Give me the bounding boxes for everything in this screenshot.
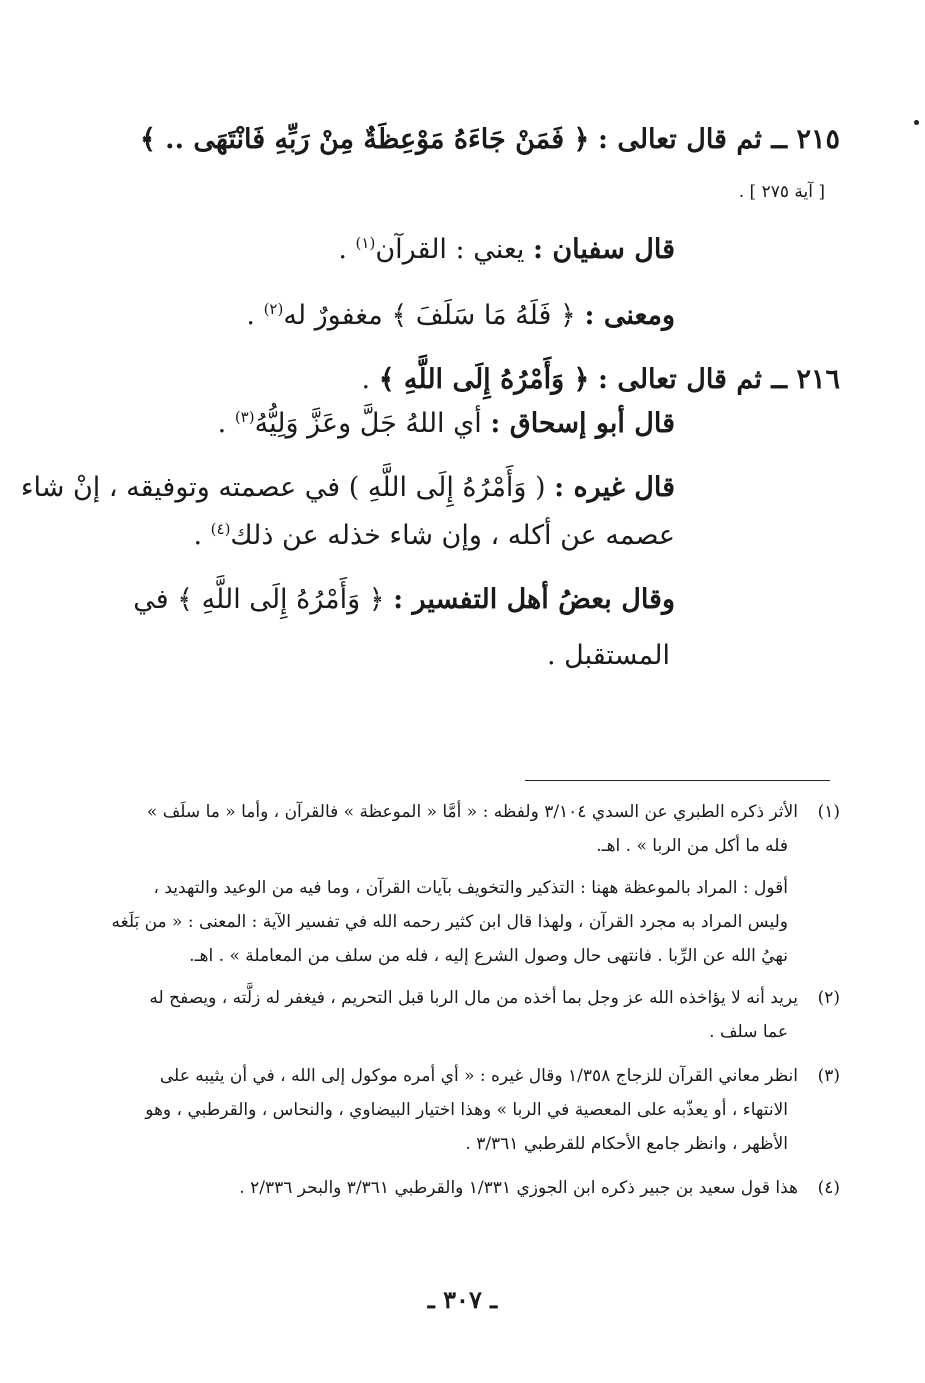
baad-label: وقال بعضُ أهل التفسير : xyxy=(393,584,675,615)
ghayruh-text-1: ( وَأَمْرُهُ إِلَى اللَّهِ ) في عصمته وتوفيقه ، إنْ شاء xyxy=(20,472,546,503)
ghayruh-label: قال غيره : xyxy=(554,472,675,503)
fn-ref-1: (١) xyxy=(355,234,376,252)
footnote-divider xyxy=(525,780,830,781)
entry-216-head: ٢١٦ ــ ثم قال تعالى : xyxy=(597,364,840,395)
footnote-1-line-1: الأثر ذكره الطبري عن السدي ٣/١٠٤ ولفظه : « أمَّا « الموعظة » فالقرآن ، وأما « ما سلَف » xyxy=(146,802,798,822)
footnote-2-number: (٢) xyxy=(817,988,840,1008)
footnote-2 xyxy=(100,982,840,1014)
fn-ref-4: (٤) xyxy=(210,520,231,538)
ghayruh-text-2: عصمه عن أكله ، وإن شاء خذله عن ذلك xyxy=(230,520,675,551)
maana-text: مغفورٌ له xyxy=(283,300,383,331)
sufyan-label: قال سفيان : xyxy=(532,234,675,265)
footnote-4-number: (٤) xyxy=(817,1178,840,1198)
maana-label: ومعنى : xyxy=(584,300,675,331)
footnote-1-line-2: فله ما أكل من الربا » . اهـ. xyxy=(596,836,788,856)
fn-ref-2: (٢) xyxy=(263,300,284,318)
ghayruh-end: . xyxy=(193,520,203,551)
sufyan-line xyxy=(95,222,675,278)
footnote-3 xyxy=(100,1060,840,1092)
baad-text-2: المستقبل . xyxy=(547,640,670,671)
sufyan-end: . xyxy=(338,234,347,265)
footnote-1-line-5: نهيُ الله عن الرِّبا . فانتهى حال وصول الشرع إليه ، فله من سلف من المعاملة » . اهـ. xyxy=(189,946,788,966)
footnote-2-cont xyxy=(100,1016,840,1048)
sufyan-text: يعني : القرآن xyxy=(375,234,525,265)
verse-reference: [ آية ٢٧٥ ] . xyxy=(738,182,825,202)
footnote-4 xyxy=(100,1172,840,1204)
footnote-1-cont-2 xyxy=(100,872,840,904)
margin-mark xyxy=(914,120,919,125)
baad-verse: ﴿ وَأَمْرُهُ إِلَى اللَّهِ ﴾ في xyxy=(133,584,385,615)
abuishaq-end: . xyxy=(217,408,227,439)
footnote-1-line-3: أقول : المراد بالموعظة ههنا : التذكير والتخويف بآيات القرآن ، وما فيه من الوعيد والتهديد ، xyxy=(153,878,788,898)
footnote-3-cont-1 xyxy=(100,1094,840,1126)
entry-216-end: . xyxy=(361,364,371,395)
footnote-1-cont-4 xyxy=(100,940,840,972)
maana-end: . xyxy=(246,300,255,331)
footnote-3-cont-2 xyxy=(100,1128,840,1160)
footnote-1 xyxy=(100,796,840,828)
ghayruh-line-2 xyxy=(95,508,675,564)
entry-216-verse: ﴿ وَأَمْرُهُ إِلَى اللَّهِ ﴾ xyxy=(378,364,590,395)
entry-215-head: ٢١٥ ــ ثم قال تعالى : xyxy=(597,124,840,155)
footnote-1-number: (١) xyxy=(817,802,840,822)
footnote-2-line-2: عما سلف . xyxy=(709,1022,788,1042)
maana-line xyxy=(95,288,675,344)
footnote-1-cont-3 xyxy=(100,906,840,938)
entry-215-verse: ﴿ فَمَنْ جَاءَهُ مَوْعِظَةٌ مِنْ رَبِّهِ فَانْتَهَى .. ﴾ xyxy=(139,124,590,155)
footnote-3-line-2: الانتهاء ، أو يعذّبه على المعصية في الربا » وهذا اختيار البيضاوي ، والنحاس ، والقرطبي ، وهو xyxy=(145,1100,788,1120)
footnote-2-line-1: يريد أنه لا يؤاخذه الله عز وجل بما أخذه من مال الربا قبل التحريم ، فيغفر له زلَّته ، ويصفح له xyxy=(149,988,798,1008)
entry-215 xyxy=(95,112,840,168)
footnote-3-line-3: الأظهر ، وانظر جامع الأحكام للقرطبي ٣/٣٦١ . xyxy=(465,1134,788,1154)
footnote-1-cont-1 xyxy=(100,830,840,862)
maana-verse: ﴿ فَلَهُ مَا سَلَفَ ﴾ xyxy=(391,300,576,331)
footnote-4-line-1: هذا قول سعيد بن جبير ذكره ابن الجوزي ١/٣٣١ والقرطبي ٣/٣٦١ والبحر ٢/٣٣٦ . xyxy=(239,1178,798,1198)
abuishaq-line xyxy=(95,396,675,452)
page-number: ـ ٣٠٧ ـ xyxy=(427,1285,498,1314)
footnote-3-number: (٣) xyxy=(817,1066,840,1086)
baad-line-2 xyxy=(95,628,670,684)
abuishaq-text: أي اللهُ جَلَّ وعَزَّ وَلِيُّهُ xyxy=(254,408,482,439)
abuishaq-label: قال أبو إسحاق : xyxy=(490,408,675,439)
entry-215-ref xyxy=(95,182,825,202)
baad-line-1 xyxy=(95,572,675,628)
footnote-1-line-4: وليس المراد به مجرد القرآن ، ولهذا قال ابن كثير رحمه الله في تفسير الآية : المعنى : « من بَلَغه xyxy=(111,912,788,932)
footnote-3-line-1: انظر معاني القرآن للزجاج ١/٣٥٨ وقال غيره : « أي أمره موكول إلى الله ، في أن يثيبه على xyxy=(159,1066,798,1086)
fn-ref-3: (٣) xyxy=(234,408,255,426)
